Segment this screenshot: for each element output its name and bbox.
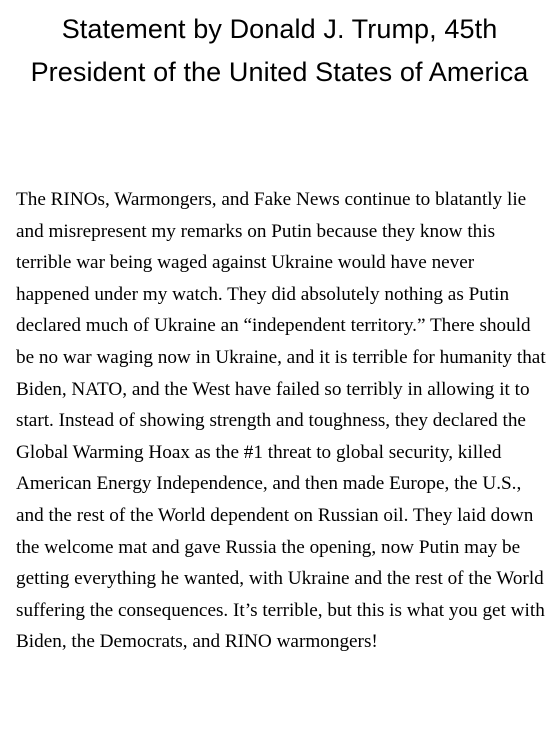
statement-body: The RINOs, Warmongers, and Fake News continue to blatantly lie and misrepresent my remarks on Putin because they know this terrible war being waged against Ukraine would have never happened under my watch. They did absolutely nothing as Putin declared much of Ukraine an “independent territory.” There should be no war waging now in Ukraine, and it is terrible for humanity that Biden, NATO, and the West have failed so terribly in allowing it to start. Instead of showing strength and toughness, they declared the Global Warming Hoax as the #1 threat to global security, killed American Energy Independence, and then made Europe, the U.S., and the rest of the World dependent on Russian oil. They laid down the welcome mat and gave Russia the opening, now Putin may be getting everything he wanted, with Ukraine and the rest of the World suffering the consequences. It’s terrible, but this is what you get with Biden, the Democrats, and RINO warmongers! [16, 189, 546, 653]
statement-title: Statement by Donald J. Trump, 45th President of the United States of America [30, 14, 529, 87]
